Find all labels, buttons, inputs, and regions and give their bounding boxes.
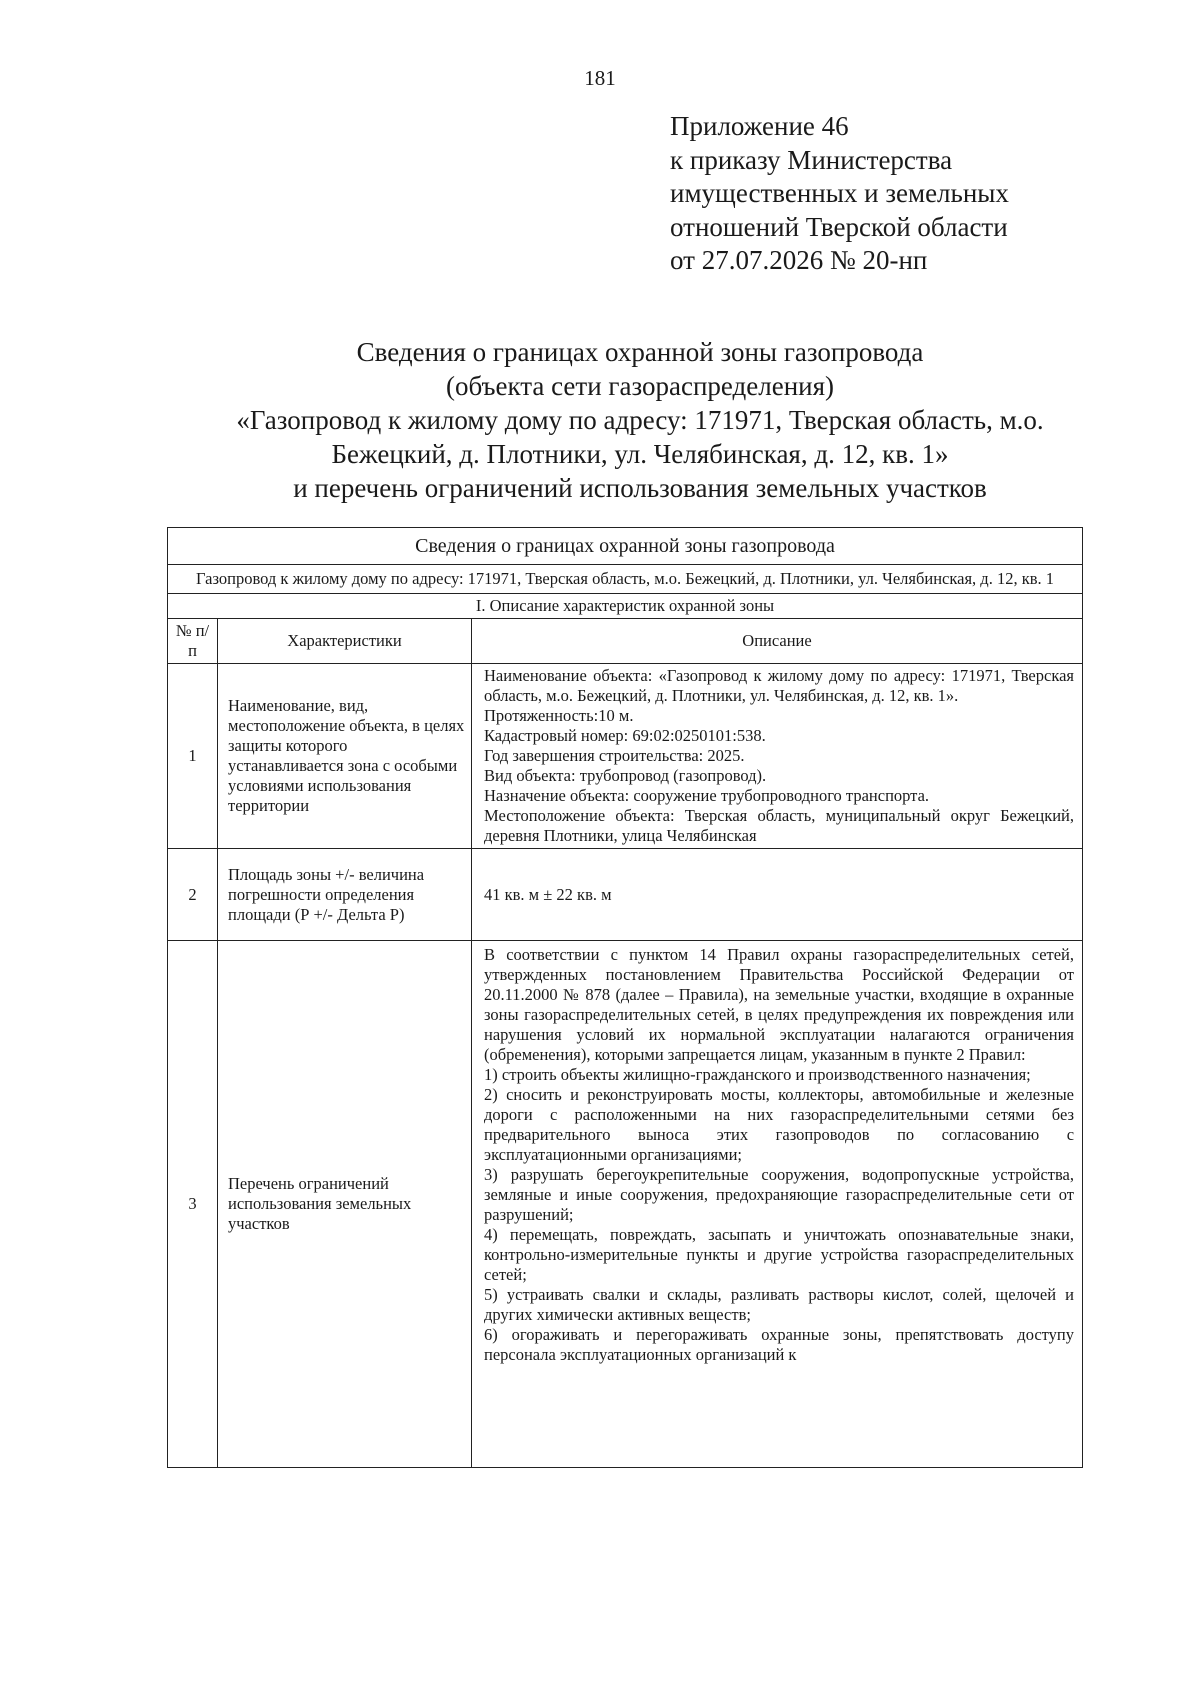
annex-line: к приказу Министерства	[670, 144, 953, 175]
annex-line: имущественных и земельных	[670, 178, 1009, 208]
annex-block	[670, 110, 1090, 278]
title-line: Бежецкий, д. Плотники, ул. Челябинская, д. 12, кв. 1»	[331, 439, 949, 469]
document-title	[160, 335, 1120, 505]
table-row	[168, 941, 1083, 1468]
row-characteristic: Перечень ограничений использования земельных участков	[218, 941, 472, 1468]
description-paragraph: Назначение объекта: сооружение трубопроводного транспорта.	[484, 786, 930, 805]
description-paragraph: 6) огораживать и перегораживать охранные зоны, препятствовать доступу персонала эксплуатационных организаций к	[484, 1325, 1075, 1364]
description-paragraph: Год завершения строительства: 2025.	[484, 746, 745, 765]
table-heading: Сведения о границах охранной зоны газопровода	[168, 528, 1083, 565]
description-paragraph: Кадастровый номер: 69:02:0250101:538.	[484, 726, 766, 745]
title-line: «Газопровод к жилому дому по адресу: 171971, Тверская область, м.о.	[236, 405, 1044, 435]
column-header-characteristic: Характеристики	[218, 619, 472, 664]
page-number: 181	[584, 66, 616, 90]
table-object-name: Газопровод к жилому дому по адресу: 171971, Тверская область, м.о. Бежецкий, д. Плотники, ул. Челябинская, д. 12, кв. 1	[168, 565, 1083, 594]
description-paragraph: Местоположение объекта: Тверская область, муниципальный округ Бежецкий, деревня Плотники, улица Челябинская	[484, 806, 1075, 845]
row-characteristic: Наименование, вид, местоположение объекта, в целях защиты которого устанавливается зона с особыми условиями использования территории	[218, 664, 472, 849]
annex-line: отношений Тверской области	[670, 211, 1008, 242]
description-paragraph: Наименование объекта: «Газопровод к жилому дому по адресу: 171971, Тверская область, м.о. Бежецкий, д. Плотники, ул. Челябинская, д. 12, кв. 1».	[484, 666, 1075, 705]
zone-table	[167, 527, 1083, 1468]
description-paragraph: 3) разрушать берегоукрепительные сооружения, водопропускные устройства, земляные и иные сооружения, предохраняющие газораспределительные сети от разрушений;	[484, 1165, 1075, 1224]
column-header-num: № п/п	[168, 619, 218, 664]
description-paragraph: В соответствии с пунктом 14 Правил охраны газораспределительных сетей, утвержденных постановлением Правительства Российской Федерации от 20.11.2000 № 878 (далее – Правила), на земельные участки, входящие в охранные зоны газораспределительных сетей, в целях предупреждения их повреждения или нарушения условий их нормальной эксплуатации налагаются ограничения (обременения), которыми запрещается лицам, указанным в пункте 2 Правил:	[484, 945, 1075, 1064]
annex-line: от 27.07.2026 № 20-нп	[670, 245, 928, 275]
row-number: 2	[168, 849, 218, 941]
annex-line: Приложение 46	[670, 111, 849, 141]
description-paragraph: 5) устраивать свалки и склады, разливать растворы кислот, солей, щелочей и других химически активных веществ;	[484, 1285, 1075, 1324]
table-row	[168, 664, 1083, 849]
description-paragraph: Вид объекта: трубопровод (газопровод).	[484, 766, 767, 785]
row-description	[472, 941, 1083, 1468]
title-line: (объекта сети газораспределения)	[445, 371, 835, 401]
column-header-description: Описание	[472, 619, 1083, 664]
row-characteristic: Площадь зоны +/- величина погрешности определения площади (Р +/- Дельта Р)	[218, 849, 472, 941]
description-paragraph: Протяженность:10 м.	[484, 706, 634, 725]
description-paragraph: 4) перемещать, повреждать, засыпать и уничтожать опознавательные знаки, контрольно-измерительные пункты и другие устройства газораспределительных сетей;	[484, 1225, 1075, 1284]
table-section-title: I. Описание характеристик охранной зоны	[168, 594, 1083, 619]
description-paragraph: 1) строить объекты жилищно-гражданского и производственного назначения;	[484, 1065, 1031, 1084]
table-row	[168, 849, 1083, 941]
title-line: Сведения о границах охранной зоны газопровода	[356, 337, 924, 367]
row-number: 3	[168, 941, 218, 1468]
row-number: 1	[168, 664, 218, 849]
title-line: и перечень ограничений использования земельных участков	[293, 473, 987, 503]
description-paragraph: 41 кв. м ± 22 кв. м	[484, 884, 612, 904]
description-paragraph: 2) сносить и реконструировать мосты, коллекторы, автомобильные и железные дороги с расположенными на них газораспределительными сетями без предварительного выноса этих газопроводов по согласованию с эксплуатационными организациями;	[484, 1085, 1075, 1164]
row-description	[472, 849, 1083, 941]
row-description	[472, 664, 1083, 849]
